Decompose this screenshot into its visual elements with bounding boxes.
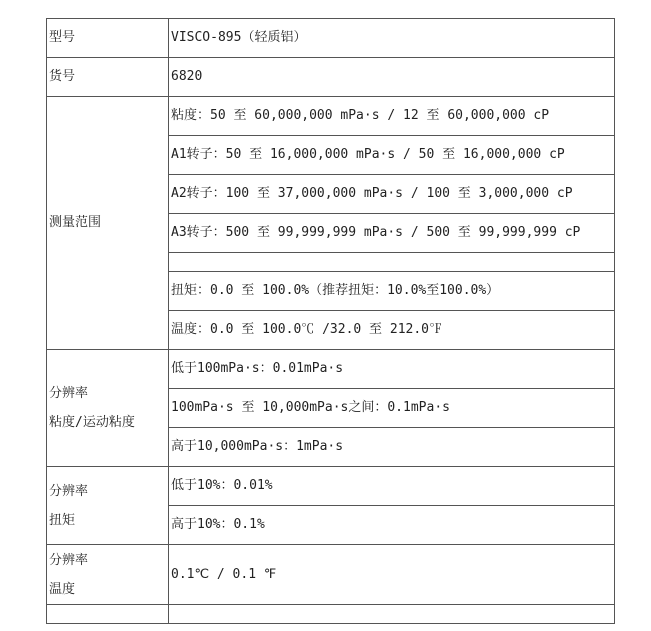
value-range-temperature: 温度：0.0 至 100.0℃ /32.0 至 212.0℉: [169, 311, 615, 350]
value-range-a1: A1转子：50 至 16,000,000 mPa·s / 50 至 16,000,000 cP: [169, 136, 615, 175]
row-res-temperature: [47, 545, 615, 605]
row-item-no: [47, 58, 615, 97]
row-res-torque-low: [47, 467, 615, 506]
value-res-viscosity-mid: 100mPa·s 至 10,000mPa·s之间：0.1mPa·s: [169, 389, 615, 428]
label-item-no: 货号: [47, 58, 169, 97]
row-range-viscosity: [47, 97, 615, 136]
value-res-torque-high: 高于10%：0.1%: [169, 506, 615, 545]
value-res-temperature: 0.1℃ / 0.1 ℉: [169, 545, 615, 605]
value-item-no: 6820: [169, 58, 615, 97]
label-resolution-viscosity-line2: 粘度/运动粘度: [49, 415, 135, 430]
value-range-viscosity: 粘度：50 至 60,000,000 mPa·s / 12 至 60,000,000 cP: [169, 97, 615, 136]
value-range-a3: A3转子：500 至 99,999,999 mPa·s / 500 至 99,999,999 cP: [169, 214, 615, 253]
spec-table: [46, 18, 615, 624]
label-resolution-temperature: [47, 545, 169, 605]
row-res-viscosity-low: [47, 350, 615, 389]
cell-trailing-right: [169, 605, 615, 624]
label-model: 型号: [47, 19, 169, 58]
label-resolution-temperature-line1: 分辨率: [49, 552, 89, 568]
label-resolution-torque-line2: 扭矩: [49, 512, 76, 528]
label-resolution-temperature-line2: 温度: [49, 581, 76, 597]
value-res-torque-low: 低于10%：0.01%: [169, 467, 615, 506]
cell-trailing-left: [47, 605, 169, 624]
value-model: VISCO-895（轻质铝）: [169, 19, 615, 58]
label-resolution-torque-line1: 分辨率: [49, 483, 89, 499]
value-range-a2: A2转子：100 至 37,000,000 mPa·s / 100 至 3,000,000 cP: [169, 175, 615, 214]
row-model: [47, 19, 615, 58]
value-range-blank: [169, 253, 615, 272]
row-trailing: [47, 605, 615, 624]
value-res-viscosity-low: 低于100mPa·s：0.01mPa·s: [169, 350, 615, 389]
value-res-viscosity-high: 高于10,000mPa·s：1mPa·s: [169, 428, 615, 467]
label-resolution-torque: [47, 467, 169, 545]
label-measuring-range: 测量范围: [47, 97, 169, 350]
value-range-torque: 扭矩：0.0 至 100.0%（推荐扭矩：10.0%至100.0%）: [169, 272, 615, 311]
label-resolution-viscosity: [47, 350, 169, 467]
label-resolution-viscosity-line1: 分辨率: [49, 386, 89, 401]
